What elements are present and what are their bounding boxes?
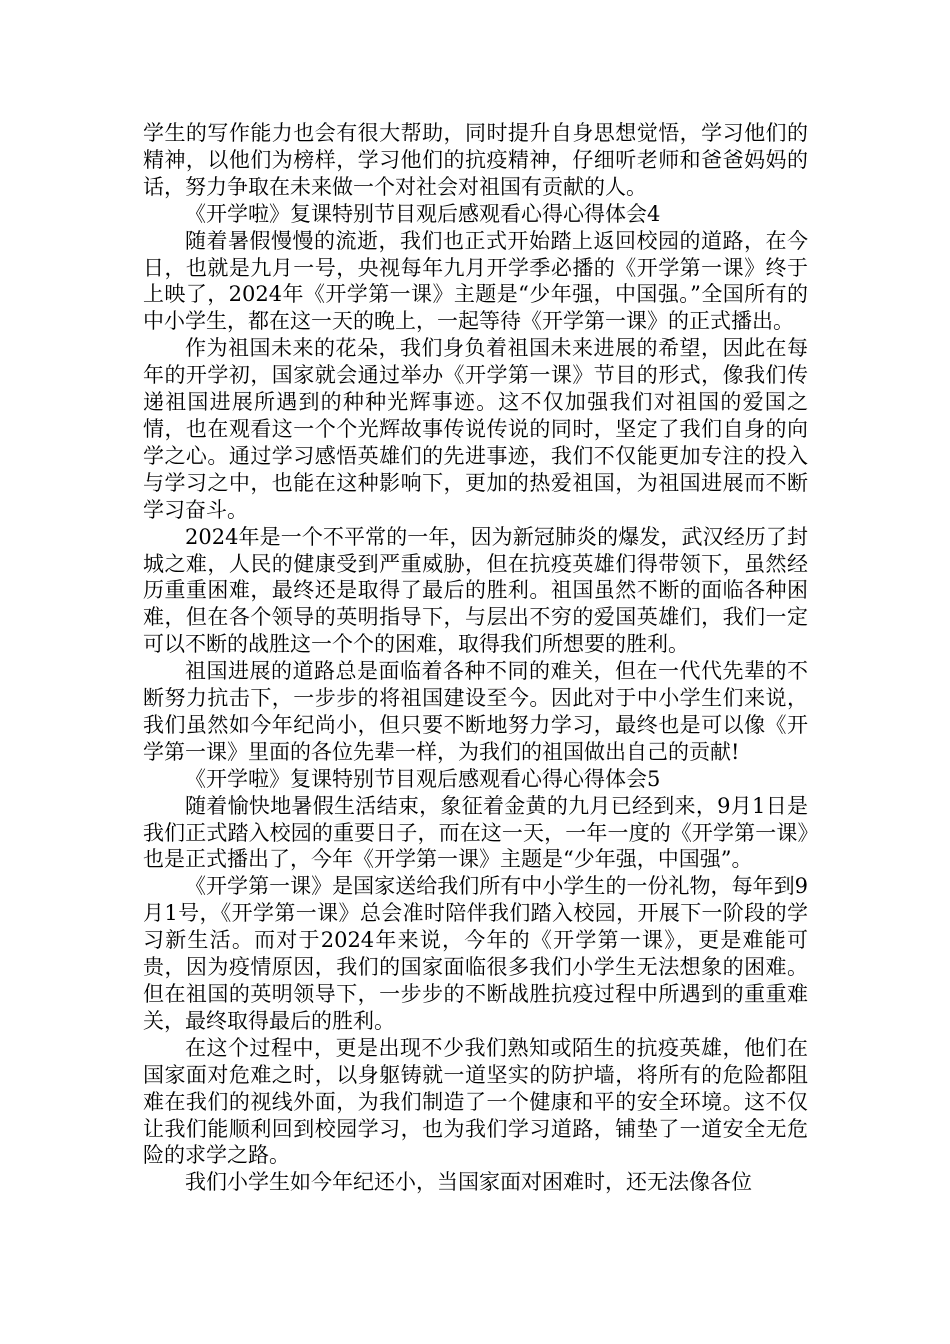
document-page (143, 120, 808, 1196)
paragraph-9: 我们小学生如今年纪还小，当国家面对困难时，还无法像各位 (185, 1170, 752, 1195)
paragraph-3: 作为祖国未来的花朵，我们身负着祖国未来进展的希望，因此在每年的开学初，国家就会通过举办《开学第一课》节目的形式，像我们传递祖国进展所遇到的种种光辉事迹。这不仅加强我们对祖国的爱国之情，也在观看这一个个光辉故事传说传说的同时，坚定了我们自身的向学之心。通过学习感悟英雄们的先进事迹，我们不仅能更加专注的投入与学习之中，也能在这种影响下，更加的热爱祖国，为祖国进展而不断学习奋斗。 (143, 336, 808, 522)
paragraph-5: 祖国进展的道路总是面临着各种不同的难关，但在一代代先辈的不断努力抗击下，一步步的将祖国建设至今。因此对于中小学生们来说，我们虽然如今年纪尚小，但只要不断地努力学习，最终也是可以像《开学第一课》里面的各位先辈一样，为我们的祖国做出自己的贡献! (143, 659, 808, 764)
paragraph-1: 学生的写作能力也会有很大帮助，同时提升自身思想觉悟，学习他们的精神，以他们为榜样，学习他们的抗疫精神，仔细听老师和爸爸妈妈的话，努力争取在未来做一个对社会对祖国有贡献的人。 (143, 121, 808, 199)
section-heading-5: 《开学啦》复课特别节目观后感观看心得心得体会5 (185, 766, 661, 791)
paragraph-8: 在这个过程中，更是出现不少我们熟知或陌生的抗疫英雄，他们在国家面对危难之时，以身躯铸就一道坚实的防护墙，将所有的危险都阻难在我们的视线外面，为我们制造了一个健康和平的安全环境。这不仅让我们能顺利回到校园学习，也为我们学习道路，铺垫了一道安全无危险的求学之路。 (143, 1035, 808, 1168)
section-heading-4: 《开学啦》复课特别节目观后感观看心得心得体会4 (185, 201, 661, 226)
paragraph-6: 随着愉快地暑假生活结束，象征着金黄的九月已经到来，9月1日是我们正式踏入校园的重要日子，而在这一天，一年一度的《开学第一课》也是正式播出了，今年《开学第一课》主题是“少年强，中国强”。 (143, 793, 808, 872)
paragraph-7: 《开学第一课》是国家送给我们所有中小学生的一份礼物，每年到9月1号，《开学第一课》总会准时陪伴我们踏入校园，开展下一阶段的学习新生活。而对于2024年来说，今年的《开学第一课》，更是难能可贵，因为疫情原因，我们的国家面临很多我们小学生无法想象的困难。但在祖国的英明领导下，一步步的不断战胜抗疫过程中所遇到的重重难关，最终取得最后的胜利。 (143, 874, 808, 1033)
paragraph-4: 2024年是一个不平常的一年，因为新冠肺炎的爆发，武汉经历了封城之难，人民的健康受到严重威胁，但在抗疫英雄们得带领下，虽然经历重重困难，最终还是取得了最后的胜利。祖国虽然不断的面临各种困难，但在各个领导的英明指导下，与层出不穷的爱国英雄们，我们一定可以不断的战胜这一个个的困难，取得我们所想要的胜利。 (143, 524, 808, 657)
paragraph-2: 随着暑假慢慢的流逝，我们也正式开始踏上返回校园的道路，在今日，也就是九月一号，央视每年九月开学季必播的《开学第一课》终于上映了，2024年《开学第一课》主题是“少年强，中国强。”全国所有的中小学生，都在这一天的晚上，一起等待《开学第一课》的正式播出。 (143, 228, 808, 334)
